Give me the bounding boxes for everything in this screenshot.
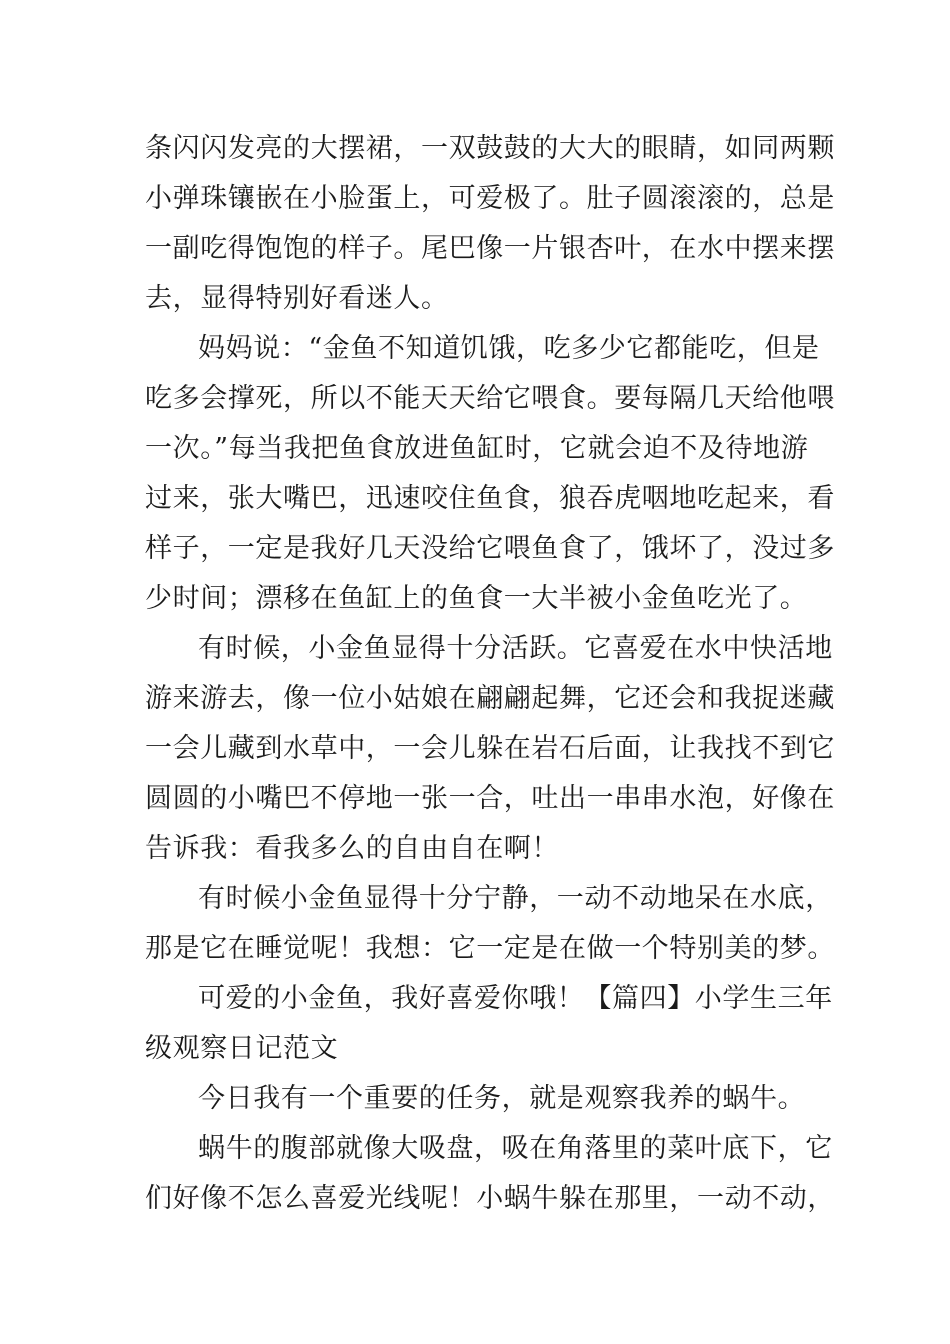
text-line: 条闪闪发亮的大摆裙，一双鼓鼓的大大的眼睛，如同两颗 bbox=[145, 133, 835, 164]
text-line: 少时间；漂移在鱼缸上的鱼食一大半被小金鱼吃光了。 bbox=[145, 583, 808, 614]
paragraph-start-line: 有时候小金鱼显得十分宁静，一动不动地呆在水底， bbox=[198, 883, 833, 914]
text-line: 去，显得特别好看迷人。 bbox=[145, 283, 449, 314]
text-line: 一次。”每当我把鱼食放进鱼缸时，它就会迫不及待地游 bbox=[145, 433, 809, 464]
text-line: 小弹珠镶嵌在小脸蛋上，可爱极了。肚子圆滚滚的，总是 bbox=[145, 183, 835, 214]
text-line: 过来，张大嘴巴，迅速咬住鱼食，狼吞虎咽地吃起来，看 bbox=[145, 483, 835, 514]
text-line: 级观察日记范文 bbox=[145, 1033, 339, 1064]
paragraph-start-line: 妈妈说：“金鱼不知道饥饿，吃多少它都能吃，但是 bbox=[198, 333, 820, 364]
paragraph-start-line: 蜗牛的腹部就像大吸盘，吸在角落里的菜叶底下，它 bbox=[198, 1133, 833, 1164]
text-line: 圆圆的小嘴巴不停地一张一合，吐出一串串水泡，好像在 bbox=[145, 783, 835, 814]
paragraph-start-line: 可爱的小金鱼，我好喜爱你哦！【篇四】小学生三年 bbox=[198, 983, 833, 1014]
text-line: 一副吃得饱饱的样子。尾巴像一片银杏叶，在水中摆来摆 bbox=[145, 233, 835, 264]
text-line: 们好像不怎么喜爱光线呢！小蜗牛躲在那里，一动不动， bbox=[145, 1183, 835, 1214]
paragraph-start-line: 有时候，小金鱼显得十分活跃。它喜爱在水中快活地 bbox=[198, 633, 833, 664]
text-line: 游来游去，像一位小姑娘在翩翩起舞，它还会和我捉迷藏 bbox=[145, 683, 835, 714]
paragraph-start-line: 今日我有一个重要的任务，就是观察我养的蜗牛。 bbox=[198, 1083, 806, 1114]
text-line: 样子，一定是我好几天没给它喂鱼食了，饿坏了，没过多 bbox=[145, 533, 835, 564]
text-line: 告诉我：看我多么的自由自在啊！ bbox=[145, 833, 559, 864]
text-line: 吃多会撑死，所以不能天天给它喂食。要每隔几天给他喂 bbox=[145, 383, 835, 414]
text-line: 一会儿藏到水草中，一会儿躲在岩石后面，让我找不到它 bbox=[145, 733, 835, 764]
text-line: 那是它在睡觉呢！我想：它一定是在做一个特别美的梦。 bbox=[145, 933, 835, 964]
